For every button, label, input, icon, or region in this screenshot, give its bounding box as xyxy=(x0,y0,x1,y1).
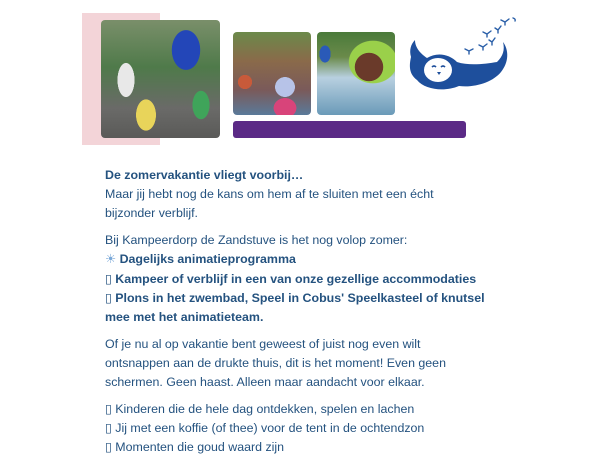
intro-paragraph xyxy=(105,166,485,224)
email-header-banner xyxy=(0,0,600,150)
highlight-text: Plons in het zwembad, Speel in Cobus' Speelkasteel of knutsel mee met het animatieteam. xyxy=(105,290,485,324)
highlight-item xyxy=(105,291,485,324)
moments-list xyxy=(105,400,485,458)
list-item xyxy=(105,421,424,435)
highlight-text: Kampeer of verblijf in een van onze gezellige accommodaties xyxy=(115,271,477,286)
sun-icon: ☀ xyxy=(105,252,117,267)
photo-water-slide xyxy=(317,32,395,115)
highlight-item xyxy=(105,252,296,266)
flying-owl-logo-icon xyxy=(405,12,525,107)
highlight-text: Dagelijks animatieprogramma xyxy=(119,252,296,267)
missing-glyph-icon: ▯ xyxy=(105,401,112,416)
missing-glyph-icon: ▯ xyxy=(105,271,112,286)
photo-crowd-party xyxy=(233,32,311,115)
list-item-text: Jij met een koffie (of thee) voor de tent in de ochtendzon xyxy=(115,420,425,435)
moment-paragraph: Of je nu al op vakantie bent geweest of juist nog even wilt ontsnappen aan de drukte thuis, dit is het moment! Even geen schermen. Geen haast. Alleen maar aandacht voor elkaar. xyxy=(105,336,446,390)
list-item xyxy=(105,402,414,416)
list-item-text: Momenten die goud waard zijn xyxy=(115,440,285,455)
missing-glyph-icon: ▯ xyxy=(105,420,112,435)
decorative-purple-bar xyxy=(233,121,466,138)
missing-glyph-icon: ▯ xyxy=(105,290,112,305)
highlights-lead: Bij Kampeerdorp de Zandstuve is het nog volop zomer: xyxy=(105,233,408,248)
intro-text: Maar jij hebt nog de kans om hem af te sluiten met een écht bijzonder verblijf. xyxy=(105,187,434,221)
highlights-paragraph xyxy=(105,231,485,327)
email-body xyxy=(105,166,485,465)
list-item xyxy=(105,440,284,454)
missing-glyph-icon: ▯ xyxy=(105,440,112,455)
list-item-text: Kinderen die de hele dag ontdekken, spelen en lachen xyxy=(115,401,415,416)
photo-animation-show xyxy=(101,20,220,138)
highlight-item xyxy=(105,272,476,286)
intro-title: De zomervakantie vliegt voorbij… xyxy=(105,168,304,182)
